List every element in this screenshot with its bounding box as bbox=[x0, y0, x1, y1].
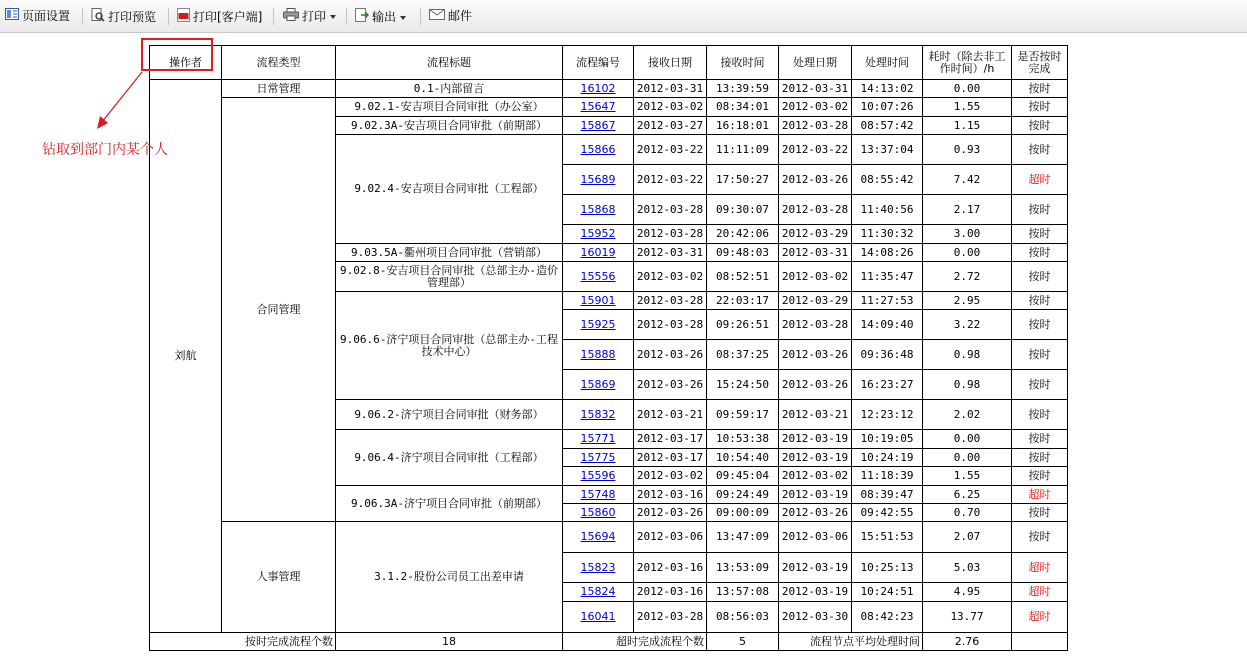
col-operator-header: 操作者 bbox=[150, 46, 222, 80]
processed-date-cell: 2012-03-31 bbox=[779, 80, 852, 98]
toolbar-divider bbox=[273, 8, 274, 25]
process-id-cell bbox=[563, 504, 634, 522]
received-time-cell: 13:57:08 bbox=[707, 583, 779, 602]
process-title-cell: 9.02.1-安吉项目合同审批（办公室） bbox=[336, 98, 563, 117]
processed-time-cell: 08:39:47 bbox=[852, 486, 923, 504]
print-client-label: 打印[客户端] bbox=[193, 10, 263, 24]
process-id-link[interactable]: 16019 bbox=[580, 245, 616, 259]
processed-time-cell: 15:51:53 bbox=[852, 522, 923, 553]
process-id-link[interactable]: 15824 bbox=[580, 585, 616, 598]
received-date-cell: 2012-03-31 bbox=[634, 80, 707, 98]
hours-cell: 1.55 bbox=[923, 98, 1012, 117]
process-id-cell bbox=[563, 430, 634, 449]
header-row bbox=[150, 46, 1068, 80]
processed-date-cell: 2012-03-28 bbox=[779, 117, 852, 135]
toolbar-divider bbox=[420, 8, 421, 25]
col-proc-time-header: 处理时间 bbox=[852, 46, 923, 80]
process-id-cell bbox=[563, 225, 634, 244]
ontime-status-cell: 按时 bbox=[1012, 195, 1068, 225]
process-id-link[interactable]: 15860 bbox=[580, 505, 616, 519]
processed-time-cell: 11:27:53 bbox=[852, 292, 923, 310]
processed-date-cell: 2012-03-02 bbox=[779, 262, 852, 292]
process-id-cell bbox=[563, 340, 634, 370]
hours-cell: 0.00 bbox=[923, 80, 1012, 98]
process-id-cell bbox=[563, 400, 634, 430]
process-id-cell bbox=[563, 135, 634, 165]
process-id-cell bbox=[563, 522, 634, 553]
process-id-link[interactable]: 15901 bbox=[580, 293, 616, 307]
received-time-cell: 08:56:03 bbox=[707, 602, 779, 633]
processed-time-cell: 08:55:42 bbox=[852, 165, 923, 195]
print-preview-icon bbox=[91, 8, 105, 27]
ontime-status-cell: 按时 bbox=[1012, 135, 1068, 165]
col-proc-date-header: 处理日期 bbox=[779, 46, 852, 80]
process-id-link[interactable]: 15823 bbox=[580, 560, 616, 574]
avg-time-label: 流程节点平均处理时间 bbox=[779, 633, 923, 651]
operator-cell: 刘航 bbox=[150, 80, 222, 633]
export-dropdown-button[interactable] bbox=[355, 8, 406, 25]
processed-date-cell: 2012-03-19 bbox=[779, 449, 852, 467]
process-id-link[interactable]: 16041 bbox=[580, 610, 616, 623]
received-time-cell: 09:30:07 bbox=[707, 195, 779, 225]
annotation-arrow-icon bbox=[80, 70, 146, 136]
received-date-cell: 2012-03-02 bbox=[634, 467, 707, 486]
process-id-link[interactable]: 15888 bbox=[580, 347, 616, 361]
process-id-link[interactable]: 16102 bbox=[580, 81, 616, 95]
received-date-cell: 2012-03-28 bbox=[634, 195, 707, 225]
hours-cell: 7.42 bbox=[923, 165, 1012, 195]
processed-time-cell: 14:09:40 bbox=[852, 310, 923, 340]
hours-cell: 0.00 bbox=[923, 430, 1012, 449]
toolbar-divider bbox=[168, 8, 169, 25]
process-id-cell bbox=[563, 98, 634, 117]
received-date-cell: 2012-03-02 bbox=[634, 262, 707, 292]
ontime-status-cell: 按时 bbox=[1012, 80, 1068, 98]
received-date-cell: 2012-03-28 bbox=[634, 602, 707, 633]
process-id-link[interactable]: 15748 bbox=[580, 487, 616, 501]
ontime-status-cell: 按时 bbox=[1012, 225, 1068, 244]
ontime-status-cell: 按时 bbox=[1012, 370, 1068, 400]
received-date-cell: 2012-03-21 bbox=[634, 400, 707, 430]
received-date-cell: 2012-03-27 bbox=[634, 117, 707, 135]
processed-time-cell: 12:23:12 bbox=[852, 400, 923, 430]
processed-time-cell: 08:57:42 bbox=[852, 117, 923, 135]
processed-time-cell: 10:24:19 bbox=[852, 449, 923, 467]
ontime-count-label: 按时完成流程个数 bbox=[150, 633, 336, 651]
summary-empty-cell bbox=[1012, 633, 1068, 651]
received-time-cell: 08:52:51 bbox=[707, 262, 779, 292]
process-type-cell: 日常管理 bbox=[222, 80, 336, 98]
col-type-header: 流程类型 bbox=[222, 46, 336, 80]
hours-cell: 2.72 bbox=[923, 262, 1012, 292]
process-type-cell: 人事管理 bbox=[222, 522, 336, 633]
processed-date-cell: 2012-03-02 bbox=[779, 98, 852, 117]
processed-date-cell: 2012-03-19 bbox=[779, 486, 852, 504]
ontime-status-cell: 超时 bbox=[1012, 602, 1068, 633]
received-time-cell: 16:18:01 bbox=[707, 117, 779, 135]
process-id-link[interactable]: 15832 bbox=[580, 407, 616, 421]
pdf-print-icon bbox=[177, 8, 190, 27]
ontime-status-cell: 按时 bbox=[1012, 467, 1068, 486]
hours-cell: 0.93 bbox=[923, 135, 1012, 165]
received-time-cell: 13:47:09 bbox=[707, 522, 779, 553]
received-date-cell: 2012-03-16 bbox=[634, 583, 707, 602]
hours-cell: 13.77 bbox=[923, 602, 1012, 633]
processed-date-cell: 2012-03-02 bbox=[779, 467, 852, 486]
toolbar-divider bbox=[346, 8, 347, 25]
hours-cell: 2.07 bbox=[923, 522, 1012, 553]
chevron-down-icon bbox=[400, 16, 406, 20]
process-id-link[interactable]: 15866 bbox=[580, 142, 616, 156]
ontime-status-cell: 按时 bbox=[1012, 522, 1068, 553]
ontime-status-cell: 超时 bbox=[1012, 553, 1068, 583]
ontime-status-cell: 超时 bbox=[1012, 486, 1068, 504]
processed-time-cell: 13:37:04 bbox=[852, 135, 923, 165]
ontime-status-cell: 按时 bbox=[1012, 117, 1068, 135]
process-id-cell bbox=[563, 292, 634, 310]
chevron-down-icon bbox=[330, 15, 336, 19]
ontime-status-cell: 按时 bbox=[1012, 292, 1068, 310]
ontime-status-cell: 超时 bbox=[1012, 165, 1068, 195]
processed-time-cell: 10:25:13 bbox=[852, 553, 923, 583]
process-id-cell bbox=[563, 467, 634, 486]
process-title-cell: 9.02.3A-安吉项目合同审批（前期部） bbox=[336, 117, 563, 135]
received-date-cell: 2012-03-28 bbox=[634, 292, 707, 310]
process-id-link[interactable]: 15868 bbox=[580, 202, 616, 216]
hours-cell: 0.98 bbox=[923, 340, 1012, 370]
process-id-cell bbox=[563, 80, 634, 98]
received-date-cell: 2012-03-26 bbox=[634, 340, 707, 370]
process-title-cell: 9.02.4-安吉项目合同审批（工程部） bbox=[336, 135, 563, 244]
processed-time-cell: 10:19:05 bbox=[852, 430, 923, 449]
processed-date-cell: 2012-03-30 bbox=[779, 602, 852, 633]
process-title-cell: 0.1-内部留言 bbox=[336, 80, 563, 98]
process-id-link[interactable]: 15869 bbox=[580, 377, 616, 391]
table-row bbox=[150, 80, 1068, 98]
toolbar-divider bbox=[82, 8, 83, 25]
process-id-link[interactable]: 15647 bbox=[580, 100, 616, 113]
received-time-cell: 10:54:40 bbox=[707, 449, 779, 467]
col-ontime-header: 是否按时完成 bbox=[1012, 46, 1068, 80]
print-preview-button[interactable] bbox=[91, 8, 156, 25]
ontime-status-cell: 按时 bbox=[1012, 310, 1068, 340]
processed-time-cell: 10:24:51 bbox=[852, 583, 923, 602]
received-date-cell: 2012-03-28 bbox=[634, 225, 707, 244]
col-recv-time-header: 接收时间 bbox=[707, 46, 779, 80]
received-time-cell: 09:24:49 bbox=[707, 486, 779, 504]
process-id-cell bbox=[563, 165, 634, 195]
received-time-cell: 09:45:04 bbox=[707, 467, 779, 486]
received-time-cell: 08:34:01 bbox=[707, 98, 779, 117]
received-time-cell: 09:48:03 bbox=[707, 244, 779, 262]
processed-date-cell: 2012-03-19 bbox=[779, 583, 852, 602]
processed-time-cell: 09:36:48 bbox=[852, 340, 923, 370]
avg-time-value: 2.76 bbox=[923, 633, 1012, 651]
table-row bbox=[150, 98, 1068, 117]
print-label: 打印 bbox=[302, 9, 327, 24]
processed-time-cell: 11:18:39 bbox=[852, 467, 923, 486]
process-id-cell bbox=[563, 244, 634, 262]
process-id-cell bbox=[563, 602, 634, 633]
col-hours-header: 耗时（除去非工作时间）/h bbox=[923, 46, 1012, 80]
processed-date-cell: 2012-03-26 bbox=[779, 504, 852, 522]
processed-date-cell: 2012-03-29 bbox=[779, 292, 852, 310]
received-time-cell: 10:53:38 bbox=[707, 430, 779, 449]
received-time-cell: 09:59:17 bbox=[707, 400, 779, 430]
process-type-cell: 合同管理 bbox=[222, 98, 336, 522]
late-count-label: 超时完成流程个数 bbox=[563, 633, 707, 651]
process-id-link[interactable]: 15596 bbox=[580, 469, 616, 482]
ontime-status-cell: 按时 bbox=[1012, 244, 1068, 262]
process-id-link[interactable]: 15952 bbox=[580, 227, 616, 240]
print-dropdown-button[interactable] bbox=[283, 8, 336, 25]
received-date-cell: 2012-03-06 bbox=[634, 522, 707, 553]
col-recv-date-header: 接收日期 bbox=[634, 46, 707, 80]
ontime-status-cell: 按时 bbox=[1012, 400, 1068, 430]
ontime-count-value: 18 bbox=[336, 633, 563, 651]
hours-cell: 6.25 bbox=[923, 486, 1012, 504]
process-title-cell: 9.06.4-济宁项目合同审批（工程部） bbox=[336, 430, 563, 486]
mail-label: 邮件 bbox=[448, 9, 473, 23]
processed-date-cell: 2012-03-29 bbox=[779, 225, 852, 244]
ontime-status-cell: 超时 bbox=[1012, 583, 1068, 602]
received-time-cell: 20:42:06 bbox=[707, 225, 779, 244]
ontime-status-cell: 按时 bbox=[1012, 430, 1068, 449]
received-date-cell: 2012-03-26 bbox=[634, 370, 707, 400]
received-time-cell: 09:26:51 bbox=[707, 310, 779, 340]
ontime-status-cell: 按时 bbox=[1012, 98, 1068, 117]
ontime-status-cell: 按时 bbox=[1012, 262, 1068, 292]
processed-date-cell: 2012-03-26 bbox=[779, 370, 852, 400]
print-preview-label: 打印预览 bbox=[108, 10, 157, 24]
report-toolbar bbox=[0, 0, 1247, 33]
processed-date-cell: 2012-03-21 bbox=[779, 400, 852, 430]
processed-date-cell: 2012-03-28 bbox=[779, 310, 852, 340]
hours-cell: 2.17 bbox=[923, 195, 1012, 225]
hours-cell: 3.22 bbox=[923, 310, 1012, 340]
received-date-cell: 2012-03-17 bbox=[634, 430, 707, 449]
page-setup-button[interactable] bbox=[5, 8, 70, 25]
hours-cell: 0.00 bbox=[923, 244, 1012, 262]
process-id-link[interactable]: 15867 bbox=[580, 118, 616, 132]
process-id-cell bbox=[563, 449, 634, 467]
hours-cell: 1.55 bbox=[923, 467, 1012, 486]
received-date-cell: 2012-03-31 bbox=[634, 244, 707, 262]
processed-time-cell: 14:13:02 bbox=[852, 80, 923, 98]
received-time-cell: 13:39:59 bbox=[707, 80, 779, 98]
processed-date-cell: 2012-03-26 bbox=[779, 340, 852, 370]
process-title-cell: 9.06.2-济宁项目合同审批（财务部） bbox=[336, 400, 563, 430]
processed-time-cell: 16:23:27 bbox=[852, 370, 923, 400]
processed-date-cell: 2012-03-31 bbox=[779, 244, 852, 262]
col-id-header: 流程编号 bbox=[563, 46, 634, 80]
received-time-cell: 11:11:09 bbox=[707, 135, 779, 165]
processed-date-cell: 2012-03-22 bbox=[779, 135, 852, 165]
page-setup-icon bbox=[5, 8, 19, 25]
process-id-cell bbox=[563, 195, 634, 225]
export-label: 输出 bbox=[372, 10, 397, 24]
hours-cell: 2.02 bbox=[923, 400, 1012, 430]
processed-time-cell: 10:07:26 bbox=[852, 98, 923, 117]
process-id-link[interactable]: 15694 bbox=[580, 530, 616, 543]
received-date-cell: 2012-03-26 bbox=[634, 504, 707, 522]
process-id-cell bbox=[563, 370, 634, 400]
received-time-cell: 17:50:27 bbox=[707, 165, 779, 195]
table-row bbox=[150, 522, 1068, 553]
hours-cell: 3.00 bbox=[923, 225, 1012, 244]
processed-date-cell: 2012-03-28 bbox=[779, 195, 852, 225]
printer-icon bbox=[283, 8, 299, 26]
process-id-link[interactable]: 15925 bbox=[580, 317, 616, 331]
drilldown-annotation: 钻取到部门内某个人 bbox=[42, 142, 168, 158]
hours-cell: 0.00 bbox=[923, 449, 1012, 467]
process-id-cell bbox=[563, 310, 634, 340]
process-id-cell bbox=[563, 486, 634, 504]
process-title-cell: 9.06.3A-济宁项目合同审批（前期部） bbox=[336, 486, 563, 522]
process-id-cell bbox=[563, 117, 634, 135]
process-id-cell bbox=[563, 553, 634, 583]
received-date-cell: 2012-03-16 bbox=[634, 486, 707, 504]
process-title-cell: 9.06.6-济宁项目合同审批（总部主办-工程技术中心） bbox=[336, 292, 563, 400]
ontime-status-cell: 按时 bbox=[1012, 340, 1068, 370]
process-id-link[interactable]: 15775 bbox=[580, 450, 616, 464]
late-count-value: 5 bbox=[707, 633, 779, 651]
received-date-cell: 2012-03-22 bbox=[634, 135, 707, 165]
processed-date-cell: 2012-03-26 bbox=[779, 165, 852, 195]
received-time-cell: 13:53:09 bbox=[707, 553, 779, 583]
processed-time-cell: 14:08:26 bbox=[852, 244, 923, 262]
mail-button[interactable] bbox=[429, 8, 472, 25]
col-title-header: 流程标题 bbox=[336, 46, 563, 80]
page-setup-label: 页面设置 bbox=[22, 9, 71, 23]
received-date-cell: 2012-03-02 bbox=[634, 98, 707, 117]
process-report-table bbox=[149, 45, 1068, 651]
print-client-button[interactable] bbox=[177, 8, 262, 25]
ontime-status-cell: 按时 bbox=[1012, 504, 1068, 522]
export-icon bbox=[355, 8, 369, 27]
process-title-cell: 9.03.5A-衢州项目合同审批（营销部） bbox=[336, 244, 563, 262]
process-id-link[interactable]: 15689 bbox=[580, 172, 616, 186]
process-id-cell bbox=[563, 262, 634, 292]
processed-time-cell: 09:42:55 bbox=[852, 504, 923, 522]
processed-time-cell: 11:35:47 bbox=[852, 262, 923, 292]
received-date-cell: 2012-03-28 bbox=[634, 310, 707, 340]
received-time-cell: 08:37:25 bbox=[707, 340, 779, 370]
received-date-cell: 2012-03-17 bbox=[634, 449, 707, 467]
summary-row bbox=[150, 633, 1068, 651]
processed-time-cell: 11:30:32 bbox=[852, 225, 923, 244]
processed-time-cell: 08:42:23 bbox=[852, 602, 923, 633]
processed-date-cell: 2012-03-06 bbox=[779, 522, 852, 553]
process-title-cell: 9.02.8-安吉项目合同审批（总部主办-造价管理部） bbox=[336, 262, 563, 292]
received-time-cell: 15:24:50 bbox=[707, 370, 779, 400]
processed-date-cell: 2012-03-19 bbox=[779, 553, 852, 583]
received-date-cell: 2012-03-16 bbox=[634, 553, 707, 583]
process-title-cell: 3.1.2-股份公司员工出差申请 bbox=[336, 522, 563, 633]
received-time-cell: 22:03:17 bbox=[707, 292, 779, 310]
hours-cell: 0.70 bbox=[923, 504, 1012, 522]
processed-date-cell: 2012-03-19 bbox=[779, 430, 852, 449]
hours-cell: 0.98 bbox=[923, 370, 1012, 400]
process-id-cell bbox=[563, 583, 634, 602]
processed-time-cell: 11:40:56 bbox=[852, 195, 923, 225]
received-date-cell: 2012-03-22 bbox=[634, 165, 707, 195]
process-id-link[interactable]: 15556 bbox=[580, 269, 616, 283]
ontime-status-cell: 按时 bbox=[1012, 449, 1068, 467]
hours-cell: 5.03 bbox=[923, 553, 1012, 583]
hours-cell: 2.95 bbox=[923, 292, 1012, 310]
received-time-cell: 09:00:09 bbox=[707, 504, 779, 522]
mail-icon bbox=[429, 8, 445, 25]
hours-cell: 1.15 bbox=[923, 117, 1012, 135]
hours-cell: 4.95 bbox=[923, 583, 1012, 602]
process-id-link[interactable]: 15771 bbox=[580, 432, 616, 445]
